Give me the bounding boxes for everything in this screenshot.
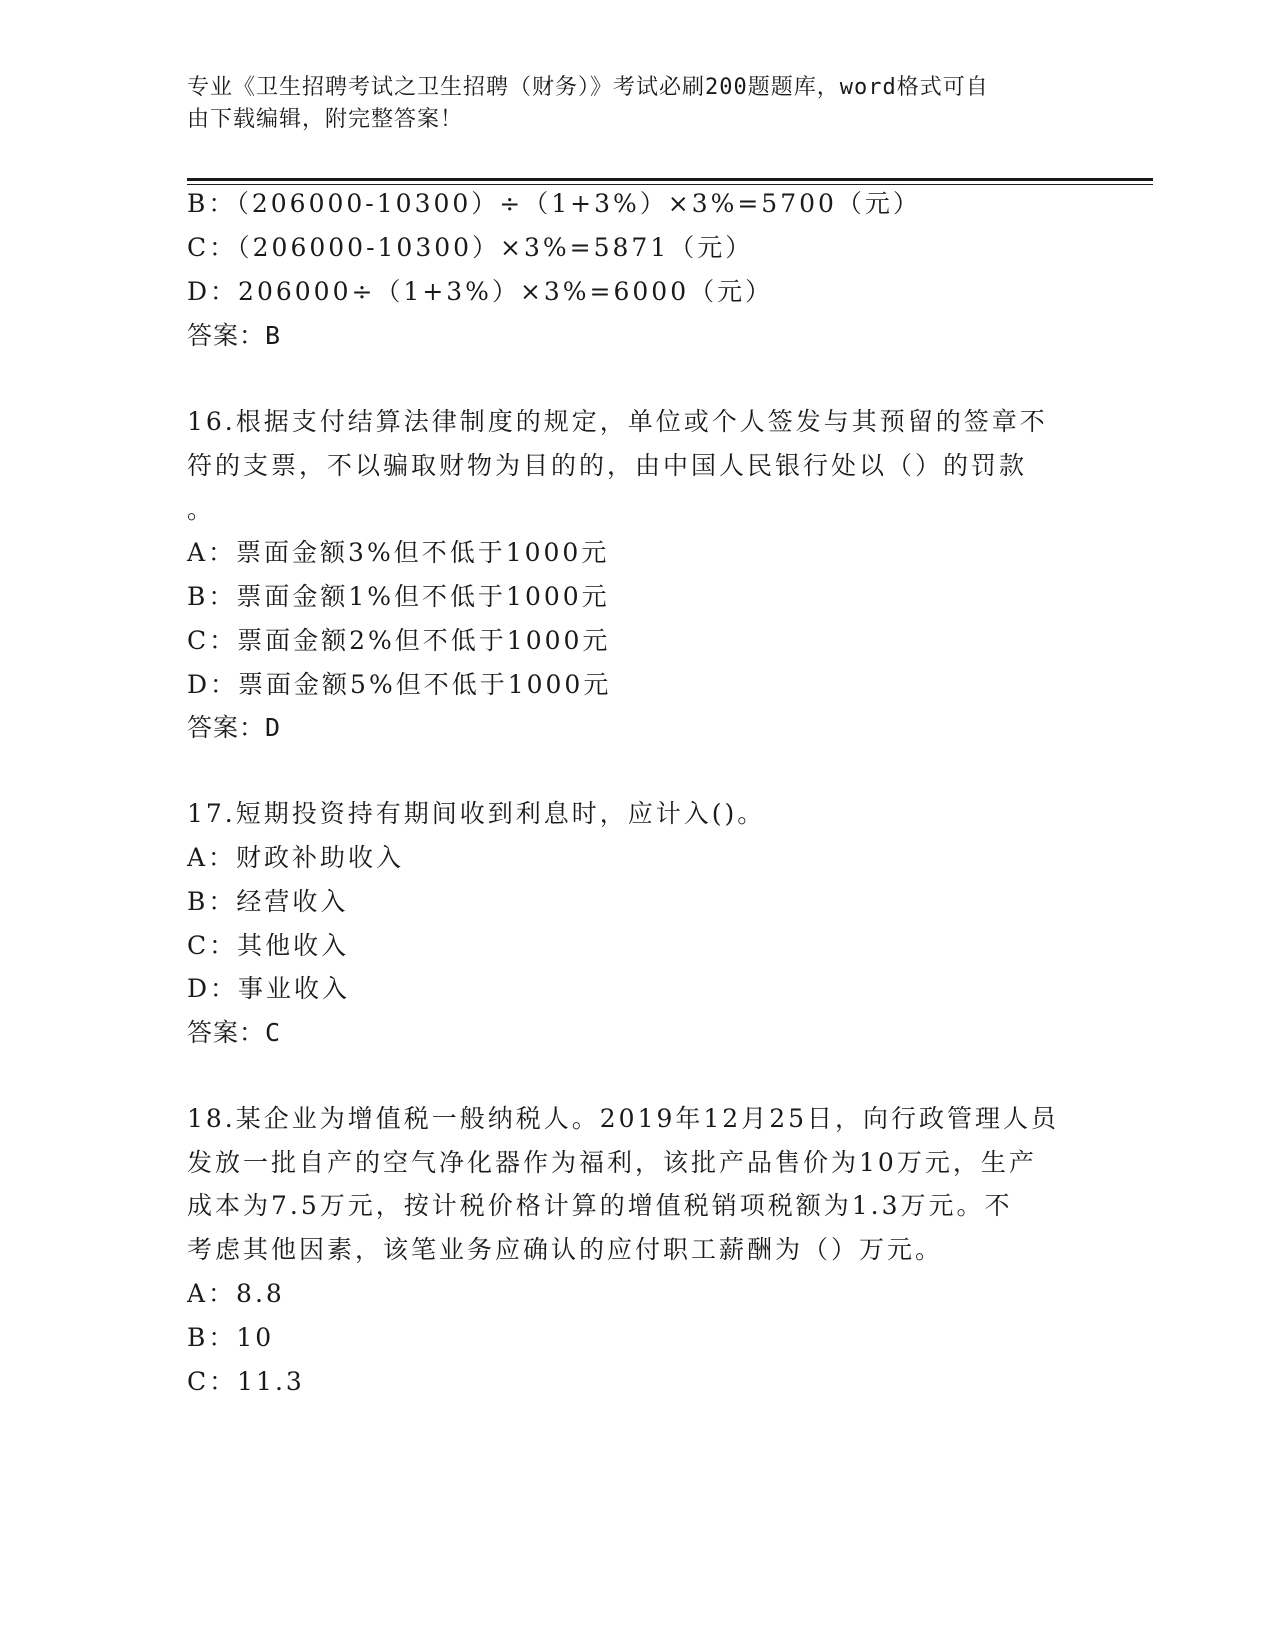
q15-option-c: C：（206000-10300）×3%=5871（元）	[187, 233, 754, 262]
q15-option-b: B：（206000-10300）÷（1+3%）×3%=5700（元）	[187, 189, 921, 218]
q16-stem-line-3: 。	[187, 495, 216, 524]
q16-option-b: B：票面金额1%但不低于1000元	[187, 582, 610, 611]
q18-option-b: B：10	[187, 1323, 275, 1352]
header-line-2: 由下载编辑，附完整答案！	[187, 107, 464, 132]
q15-option-d: D：206000÷（1+3%）×3%=6000（元）	[187, 277, 774, 306]
header-line-1: 专业《卫生招聘考试之卫生招聘（财务）》考试必刷200题题库，word格式可自	[187, 75, 989, 100]
q16-option-d: D：票面金额5%但不低于1000元	[187, 670, 612, 699]
q17-option-d: D：事业收入	[187, 974, 351, 1003]
q17-option-a: A：财政补助收入	[187, 843, 405, 872]
q18-stem-line-2: 发放一批自产的空气净化器作为福利，该批产品售价为10万元，生产	[187, 1148, 1037, 1177]
q16-answer: 答案：D	[187, 713, 282, 742]
q16-option-a: A：票面金额3%但不低于1000元	[187, 538, 610, 567]
q16-option-c: C：票面金额2%但不低于1000元	[187, 626, 611, 655]
q18-stem-line-4: 考虑其他因素，该笔业务应确认的应付职工薪酬为（）万元。	[187, 1235, 944, 1264]
header-rule-thick	[187, 178, 1153, 181]
q18-option-a: A：8.8	[187, 1279, 285, 1308]
q16-stem-line-2: 符的支票，不以骗取财物为目的的，由中国人民银行处以（）的罚款	[187, 451, 1028, 480]
header-rule-thin	[187, 184, 1153, 185]
q18-stem-line-3: 成本为7.5万元，按计税价格计算的增值税销项税额为1.3万元。不	[187, 1191, 1013, 1220]
q17-option-c: C：其他收入	[187, 931, 350, 960]
q17-option-b: B：经营收入	[187, 887, 349, 916]
q17-answer: 答案：C	[187, 1018, 282, 1047]
q15-answer: 答案：B	[187, 321, 282, 350]
q17-stem: 17.短期投资持有期间收到利息时，应计入()。	[187, 799, 766, 828]
q16-stem-line-1: 16.根据支付结算法律制度的规定，单位或个人签发与其预留的签章不	[187, 407, 1048, 436]
q18-option-c: C：11.3	[187, 1367, 305, 1396]
document-header	[187, 72, 1067, 136]
q18-stem-line-1: 18.某企业为增值税一般纳税人。2019年12月25日，向行政管理人员	[187, 1104, 1060, 1133]
